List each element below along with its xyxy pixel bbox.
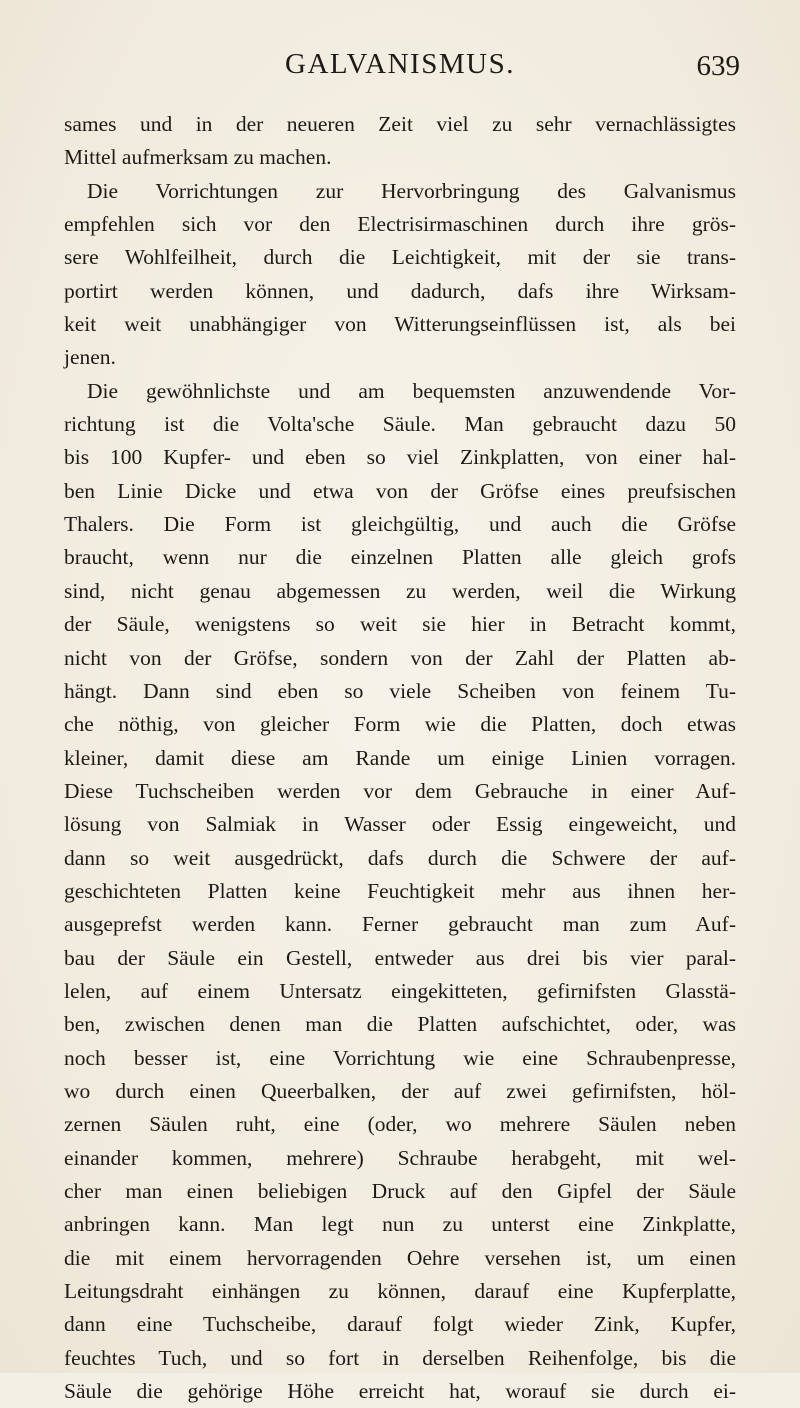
text-line: Säule die gehörige Höhe erreicht hat, worauf sie durch ei-	[64, 1379, 736, 1404]
text-line: cher man einen beliebigen Druck auf den Gipfel der Säule	[64, 1179, 736, 1203]
text-line: dann eine Tuchscheibe, darauf folgt wieder Zink, Kupfer,	[64, 1312, 736, 1337]
text-line: anbringen kann. Man legt nun zu unterst eine Zinkplatte,	[64, 1212, 736, 1237]
text-line: Die gewöhnlichste und am bequemsten anzuwendende Vor-	[87, 378, 736, 403]
text-line: che nöthig, von gleicher Form wie die Platten, doch etwas	[64, 712, 736, 737]
text-line: Diese Tuchscheiben werden vor dem Gebrauche in einer Auf-	[64, 778, 736, 803]
text-line: die mit einem hervorragenden Oehre versehen ist, um einen	[64, 1245, 736, 1270]
text-line: lelen, auf einem Untersatz eingekitteten, gefirnifsten Glasstä-	[64, 978, 736, 1003]
text-line: sind, nicht genau abgemessen zu werden, weil die Wirkung	[64, 578, 736, 603]
text-line: keit weit unabhängiger von Witterungseinflüssen ist, als bei	[64, 312, 736, 337]
text-line: sere Wohlfeilheit, durch die Leichtigkeit, mit der sie trans-	[64, 245, 736, 270]
text-line: ben Linie Dicke und etwa von der Gröfse eines preufsischen	[64, 478, 736, 503]
text-line: lösung von Salmiak in Wasser oder Essig eingeweicht, und	[64, 812, 736, 837]
text-line: wo durch einen Queerbalken, der auf zwei gefirnifsten, höl-	[64, 1078, 736, 1103]
text-line: richtung ist die Volta'sche Säule. Man gebraucht dazu 50	[64, 412, 736, 437]
running-title: GALVANISMUS.	[285, 48, 515, 80]
text-line: bau der Säule ein Gestell, entweder aus drei bis vier paral-	[64, 945, 736, 970]
page-number: 639	[696, 50, 740, 82]
text-line: braucht, wenn nur die einzelnen Platten alle gleich grofs	[64, 545, 736, 570]
text-line: kleiner, damit diese am Rande um einige Linien vorragen.	[64, 745, 736, 770]
text-line: nicht von der Gröfse, sondern von der Zahl der Platten ab-	[64, 645, 736, 670]
text-line: Thalers. Die Form ist gleichgültig, und auch die Gröfse	[64, 512, 736, 537]
text-line: Mittel aufmerksam zu machen.	[64, 145, 332, 170]
text-line: feuchtes Tuch, und so fort in derselben Reihenfolge, bis die	[64, 1345, 736, 1370]
text-line: zernen Säulen ruht, eine (oder, wo mehrere Säulen neben	[64, 1112, 736, 1137]
text-line: einander kommen, mehrere) Schraube herabgeht, mit wel-	[64, 1145, 736, 1170]
text-line: Leitungsdraht einhängen zu können, darauf eine Kupferplatte,	[64, 1279, 736, 1304]
text-line: ben, zwischen denen man die Platten aufschichtet, oder, was	[64, 1012, 736, 1037]
text-line: dann so weit ausgedrückt, dafs durch die Schwere der auf-	[64, 845, 736, 870]
text-line: portirt werden können, und dadurch, dafs ihre Wirksam-	[64, 278, 736, 303]
text-line: empfehlen sich vor den Electrisirmaschinen durch ihre grös-	[64, 212, 736, 237]
text-line: sames und in der neueren Zeit viel zu sehr vernachlässigtes	[64, 112, 736, 136]
text-line: noch besser ist, eine Vorrichtung wie eine Schraubenpresse,	[64, 1045, 736, 1070]
text-line: jenen.	[64, 345, 116, 370]
text-line: geschichteten Platten keine Feuchtigkeit mehr aus ihnen her-	[64, 878, 736, 903]
text-line: bis 100 Kupfer- und eben so viel Zinkplatten, von einer hal-	[64, 445, 736, 470]
text-line: der Säule, wenigstens so weit sie hier in Betracht kommt,	[64, 612, 736, 637]
text-line: hängt. Dann sind eben so viele Scheiben von feinem Tu-	[64, 678, 736, 703]
text-line: Die Vorrichtungen zur Hervorbringung des Galvanismus	[87, 178, 736, 203]
page-header	[60, 48, 740, 98]
text-line: ausgeprefst werden kann. Ferner gebraucht man zum Auf-	[64, 912, 736, 937]
body-text	[64, 108, 736, 1408]
